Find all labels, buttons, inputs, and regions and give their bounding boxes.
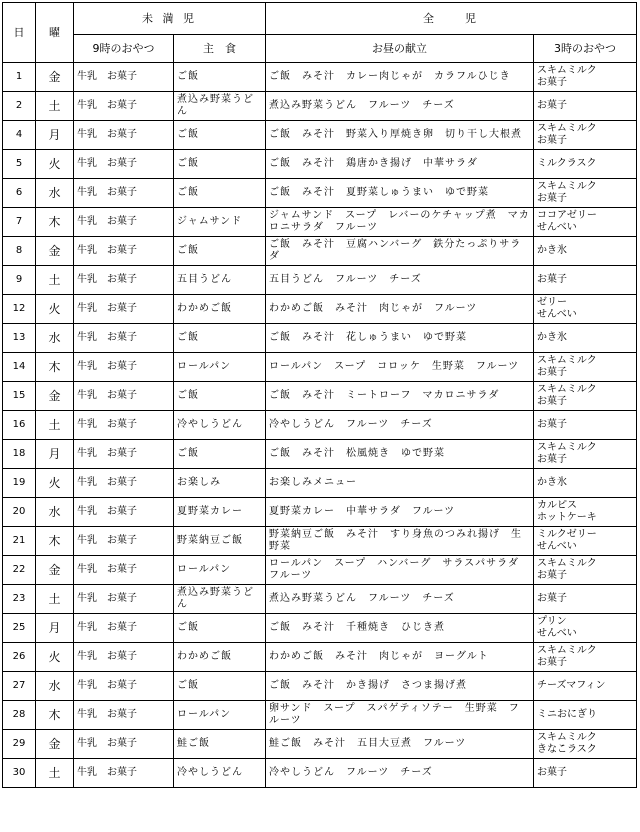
morning-snack-cell: 牛乳 お菓子: [74, 498, 174, 527]
lunch-cell: ご飯 みそ汁 野菜入り厚焼き卵 切り干し大根煮: [266, 121, 534, 150]
morning-snack-cell: 牛乳 お菓子: [74, 556, 174, 585]
afternoon-snack-cell: スキムミルク お菓子: [534, 121, 637, 150]
staple-cell: ご飯: [174, 121, 266, 150]
table-row: [3, 701, 637, 730]
morning-snack-cell: 牛乳 お菓子: [74, 759, 174, 788]
day-cell: 13: [3, 324, 36, 353]
table-row: [3, 556, 637, 585]
header-staple: 主 食: [174, 35, 266, 63]
afternoon-snack-cell: ココアゼリー せんべい: [534, 208, 637, 237]
table-row: [3, 672, 637, 701]
lunch-cell: ご飯 みそ汁 千種焼き ひじき煮: [266, 614, 534, 643]
lunch-cell: ご飯 みそ汁 カレー肉じゃが カラフルひじき: [266, 63, 534, 92]
staple-cell: わかめご飯: [174, 295, 266, 324]
day-cell: 21: [3, 527, 36, 556]
table-row: [3, 382, 637, 411]
table-row: [3, 759, 637, 788]
lunch-cell: ロールパン スープ ハンバーグ サラスパサラダ フルーツ: [266, 556, 534, 585]
morning-snack-cell: 牛乳 お菓子: [74, 121, 174, 150]
staple-cell: ロールパン: [174, 701, 266, 730]
day-cell: 28: [3, 701, 36, 730]
day-cell: 12: [3, 295, 36, 324]
afternoon-snack-cell: お菓子: [534, 411, 637, 440]
day-of-week-cell: 金: [36, 556, 74, 585]
lunch-cell: 野菜納豆ご飯 みそ汁 すり身魚のつみれ揚げ 生野菜: [266, 527, 534, 556]
header-morning-snack: 9時のおやつ: [74, 35, 174, 63]
lunch-cell: ご飯 みそ汁 夏野菜しゅうまい ゆで野菜: [266, 179, 534, 208]
table-row: [3, 324, 637, 353]
table-row: [3, 179, 637, 208]
table-row: [3, 63, 637, 92]
lunch-cell: ご飯 みそ汁 花しゅうまい ゆで野菜: [266, 324, 534, 353]
morning-snack-cell: 牛乳 お菓子: [74, 324, 174, 353]
day-of-week-cell: 火: [36, 469, 74, 498]
afternoon-snack-cell: スキムミルク きなこラスク: [534, 730, 637, 759]
morning-snack-cell: 牛乳 お菓子: [74, 63, 174, 92]
staple-cell: ジャムサンド: [174, 208, 266, 237]
afternoon-snack-cell: かき氷: [534, 469, 637, 498]
table-row: [3, 730, 637, 759]
table-row: [3, 585, 637, 614]
afternoon-snack-cell: スキムミルク お菓子: [534, 179, 637, 208]
lunch-cell: 鮭ご飯 みそ汁 五目大豆煮 フルーツ: [266, 730, 534, 759]
lunch-cell: 冷やしうどん フルーツ チーズ: [266, 759, 534, 788]
day-cell: 9: [3, 266, 36, 295]
morning-snack-cell: 牛乳 お菓子: [74, 585, 174, 614]
table-row: [3, 411, 637, 440]
day-cell: 4: [3, 121, 36, 150]
staple-cell: ご飯: [174, 179, 266, 208]
staple-cell: 冷やしうどん: [174, 411, 266, 440]
lunch-cell: ご飯 みそ汁 鶏唐かき揚げ 中華サラダ: [266, 150, 534, 179]
day-of-week-cell: 火: [36, 643, 74, 672]
day-cell: 20: [3, 498, 36, 527]
header-lunch: お昼の献立: [266, 35, 534, 63]
morning-snack-cell: 牛乳 お菓子: [74, 179, 174, 208]
afternoon-snack-cell: スキムミルク お菓子: [534, 63, 637, 92]
morning-snack-cell: 牛乳 お菓子: [74, 411, 174, 440]
day-of-week-cell: 火: [36, 150, 74, 179]
staple-cell: ご飯: [174, 382, 266, 411]
day-cell: 29: [3, 730, 36, 759]
afternoon-snack-cell: かき氷: [534, 237, 637, 266]
afternoon-snack-cell: カルピス ホットケーキ: [534, 498, 637, 527]
afternoon-snack-cell: お菓子: [534, 759, 637, 788]
day-cell: 1: [3, 63, 36, 92]
lunch-cell: わかめご飯 みそ汁 肉じゃが ヨーグルト: [266, 643, 534, 672]
lunch-cell: 煮込み野菜うどん フルーツ チーズ: [266, 585, 534, 614]
lunch-cell: ご飯 みそ汁 松風焼き ゆで野菜: [266, 440, 534, 469]
day-cell: 8: [3, 237, 36, 266]
table-row: [3, 237, 637, 266]
table-row: [3, 92, 637, 121]
day-of-week-cell: 金: [36, 382, 74, 411]
menu-body: [3, 63, 637, 788]
day-of-week-cell: 水: [36, 324, 74, 353]
morning-snack-cell: 牛乳 お菓子: [74, 208, 174, 237]
day-of-week-cell: 土: [36, 266, 74, 295]
afternoon-snack-cell: お菓子: [534, 92, 637, 121]
morning-snack-cell: 牛乳 お菓子: [74, 643, 174, 672]
day-of-week-cell: 月: [36, 440, 74, 469]
afternoon-snack-cell: スキムミルク お菓子: [534, 440, 637, 469]
afternoon-snack-cell: プリン せんべい: [534, 614, 637, 643]
lunch-cell: ご飯 みそ汁 豆腐ハンバーグ 鉄分たっぷりサラダ: [266, 237, 534, 266]
staple-cell: ご飯: [174, 440, 266, 469]
day-cell: 25: [3, 614, 36, 643]
table-row: [3, 121, 637, 150]
day-cell: 6: [3, 179, 36, 208]
staple-cell: ロールパン: [174, 353, 266, 382]
lunch-cell: わかめご飯 みそ汁 肉じゃが フルーツ: [266, 295, 534, 324]
staple-cell: ロールパン: [174, 556, 266, 585]
day-cell: 7: [3, 208, 36, 237]
afternoon-snack-cell: スキムミルク お菓子: [534, 353, 637, 382]
lunch-cell: ご飯 みそ汁 ミートローフ マカロニサラダ: [266, 382, 534, 411]
morning-snack-cell: 牛乳 お菓子: [74, 469, 174, 498]
day-cell: 14: [3, 353, 36, 382]
afternoon-snack-cell: ミルクゼリー せんべい: [534, 527, 637, 556]
day-cell: 15: [3, 382, 36, 411]
morning-snack-cell: 牛乳 お菓子: [74, 730, 174, 759]
menu-table: [2, 2, 637, 788]
day-of-week-cell: 木: [36, 208, 74, 237]
day-of-week-cell: 水: [36, 179, 74, 208]
table-row: [3, 469, 637, 498]
table-row: [3, 150, 637, 179]
header-afternoon-snack: 3時のおやつ: [534, 35, 637, 63]
staple-cell: 鮭ご飯: [174, 730, 266, 759]
lunch-cell: ご飯 みそ汁 かき揚げ さつま揚げ煮: [266, 672, 534, 701]
afternoon-snack-cell: お菓子: [534, 585, 637, 614]
afternoon-snack-cell: かき氷: [534, 324, 637, 353]
day-of-week-cell: 土: [36, 411, 74, 440]
morning-snack-cell: 牛乳 お菓子: [74, 266, 174, 295]
day-cell: 30: [3, 759, 36, 788]
day-of-week-cell: 金: [36, 63, 74, 92]
day-cell: 27: [3, 672, 36, 701]
lunch-cell: 卵サンド スープ スパゲティソテー 生野菜 フルーツ: [266, 701, 534, 730]
staple-cell: わかめご飯: [174, 643, 266, 672]
day-of-week-cell: 金: [36, 237, 74, 266]
day-cell: 5: [3, 150, 36, 179]
morning-snack-cell: 牛乳 お菓子: [74, 237, 174, 266]
staple-cell: お楽しみ: [174, 469, 266, 498]
day-of-week-cell: 水: [36, 672, 74, 701]
table-row: [3, 498, 637, 527]
table-row: [3, 295, 637, 324]
lunch-cell: ジャムサンド スープ レバーのケチャップ煮 マカロニサラダ フルーツ: [266, 208, 534, 237]
afternoon-snack-cell: スキムミルク お菓子: [534, 556, 637, 585]
header-day-of-week: 曜: [36, 3, 74, 63]
day-cell: 2: [3, 92, 36, 121]
morning-snack-cell: 牛乳 お菓子: [74, 92, 174, 121]
staple-cell: 冷やしうどん: [174, 759, 266, 788]
header-day: 日: [3, 3, 36, 63]
table-row: [3, 353, 637, 382]
table-row: [3, 643, 637, 672]
day-of-week-cell: 土: [36, 585, 74, 614]
table-row: [3, 208, 637, 237]
staple-cell: 五目うどん: [174, 266, 266, 295]
morning-snack-cell: 牛乳 お菓子: [74, 295, 174, 324]
day-of-week-cell: 木: [36, 353, 74, 382]
afternoon-snack-cell: ゼリー せんべい: [534, 295, 637, 324]
lunch-cell: ロールパン スープ コロッケ 生野菜 フルーツ: [266, 353, 534, 382]
day-of-week-cell: 金: [36, 730, 74, 759]
day-of-week-cell: 木: [36, 527, 74, 556]
day-of-week-cell: 水: [36, 498, 74, 527]
header-infant-group: 未 満 児: [74, 3, 266, 35]
staple-cell: 煮込み野菜うどん: [174, 585, 266, 614]
morning-snack-cell: 牛乳 お菓子: [74, 614, 174, 643]
staple-cell: 野菜納豆ご飯: [174, 527, 266, 556]
staple-cell: ご飯: [174, 63, 266, 92]
morning-snack-cell: 牛乳 お菓子: [74, 353, 174, 382]
lunch-cell: お楽しみメニュー: [266, 469, 534, 498]
day-cell: 23: [3, 585, 36, 614]
staple-cell: ご飯: [174, 150, 266, 179]
day-of-week-cell: 火: [36, 295, 74, 324]
staple-cell: ご飯: [174, 237, 266, 266]
staple-cell: ご飯: [174, 672, 266, 701]
afternoon-snack-cell: チーズマフィン: [534, 672, 637, 701]
day-cell: 22: [3, 556, 36, 585]
afternoon-snack-cell: ミニおにぎり: [534, 701, 637, 730]
staple-cell: 煮込み野菜うどん: [174, 92, 266, 121]
afternoon-snack-cell: お菓子: [534, 266, 637, 295]
table-row: [3, 614, 637, 643]
afternoon-snack-cell: ミルクラスク: [534, 150, 637, 179]
day-cell: 16: [3, 411, 36, 440]
day-of-week-cell: 月: [36, 614, 74, 643]
afternoon-snack-cell: スキムミルク お菓子: [534, 643, 637, 672]
day-of-week-cell: 木: [36, 701, 74, 730]
morning-snack-cell: 牛乳 お菓子: [74, 440, 174, 469]
day-cell: 26: [3, 643, 36, 672]
lunch-cell: 夏野菜カレー 中華サラダ フルーツ: [266, 498, 534, 527]
staple-cell: ご飯: [174, 324, 266, 353]
staple-cell: ご飯: [174, 614, 266, 643]
day-of-week-cell: 土: [36, 759, 74, 788]
day-of-week-cell: 月: [36, 121, 74, 150]
table-row: [3, 440, 637, 469]
lunch-cell: 冷やしうどん フルーツ チーズ: [266, 411, 534, 440]
day-cell: 19: [3, 469, 36, 498]
day-cell: 18: [3, 440, 36, 469]
lunch-cell: 煮込み野菜うどん フルーツ チーズ: [266, 92, 534, 121]
lunch-cell: 五目うどん フルーツ チーズ: [266, 266, 534, 295]
morning-snack-cell: 牛乳 お菓子: [74, 672, 174, 701]
morning-snack-cell: 牛乳 お菓子: [74, 701, 174, 730]
table-row: [3, 527, 637, 556]
morning-snack-cell: 牛乳 お菓子: [74, 150, 174, 179]
header-all-group: 全 児: [266, 3, 637, 35]
morning-snack-cell: 牛乳 お菓子: [74, 382, 174, 411]
staple-cell: 夏野菜カレー: [174, 498, 266, 527]
afternoon-snack-cell: スキムミルク お菓子: [534, 382, 637, 411]
morning-snack-cell: 牛乳 お菓子: [74, 527, 174, 556]
table-row: [3, 266, 637, 295]
day-of-week-cell: 土: [36, 92, 74, 121]
